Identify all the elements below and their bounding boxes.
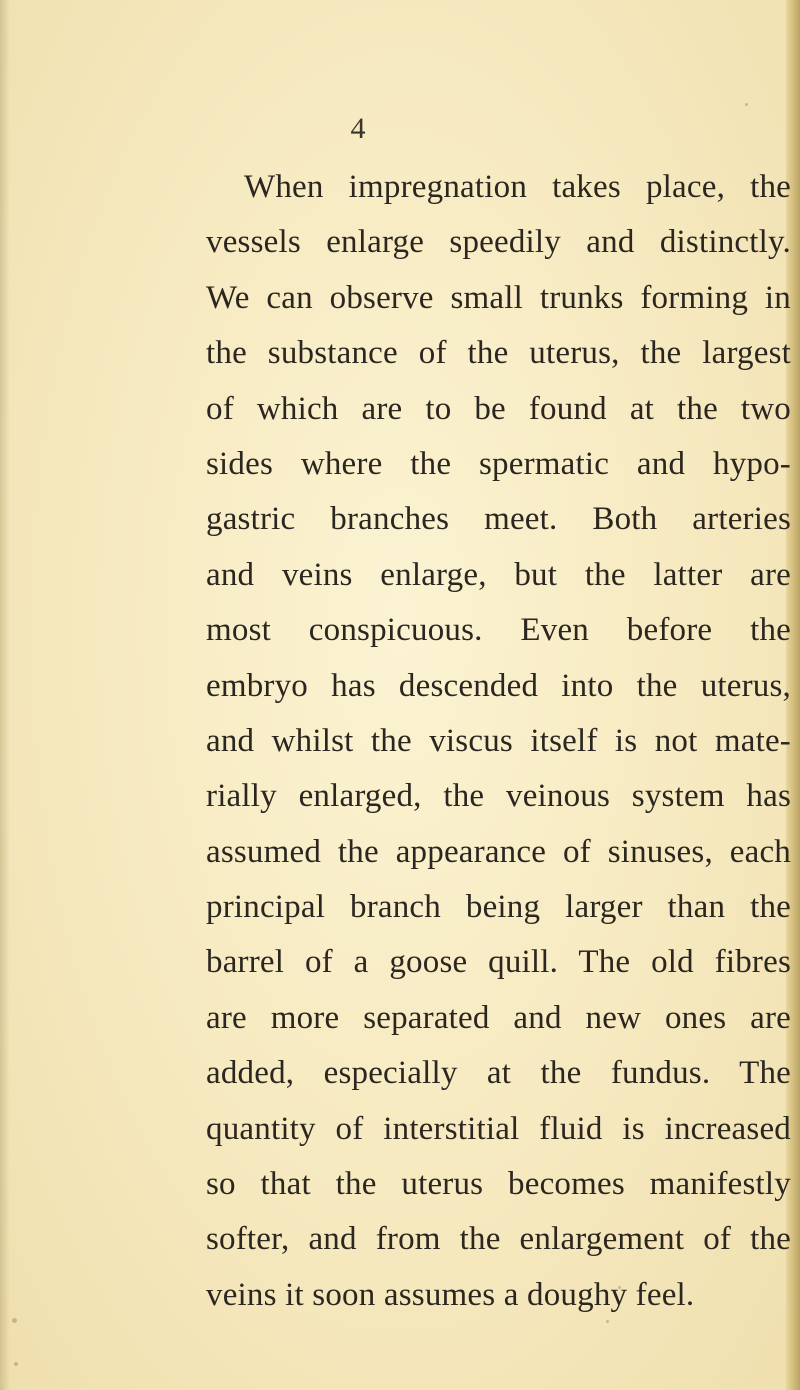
text-line: most conspicuous. Even before the <box>206 612 791 649</box>
page-number: 4 <box>350 112 366 145</box>
text-line: and veins enlarge, but the latter are <box>206 556 791 593</box>
text-line: of which are to be found at the two <box>206 390 791 427</box>
text-line: principal branch being larger than the <box>206 889 791 926</box>
text-line: barrel of a goose quill. The old fibres <box>206 944 791 981</box>
text-line: embryo has descended into the uterus, <box>206 667 791 704</box>
paper-speck <box>618 1286 621 1289</box>
text-line: assumed the appearance of sinuses, each <box>206 833 791 870</box>
text-line: When impregnation takes place, the <box>244 169 791 205</box>
text-line: We can observe small trunks forming in <box>206 279 791 316</box>
page-gutter-shadow <box>0 0 10 1390</box>
text-line: veins it soon assumes a doughy feel. <box>206 1276 695 1313</box>
text-line: sides where the spermatic and hypo- <box>206 445 791 482</box>
text-line: are more separated and new ones are <box>206 999 791 1036</box>
paper-speck <box>606 1320 609 1323</box>
text-line: softer, and from the enlargement of the <box>206 1221 791 1258</box>
text-line: vessels enlarge speedily and distinctly. <box>206 224 791 261</box>
paper-speck <box>12 1318 17 1323</box>
text-line: the substance of the uterus, the largest <box>206 335 791 372</box>
text-line: gastric branches meet. Both arteries <box>206 501 791 538</box>
paper-speck <box>14 1362 18 1366</box>
body-text <box>206 160 791 1323</box>
text-line: rially enlarged, the veinous system has <box>206 778 791 815</box>
text-line: and whilst the viscus itself is not mate- <box>206 722 791 759</box>
text-line: so that the uterus becomes manifestly <box>206 1166 791 1203</box>
text-line: quantity of interstitial fluid is increased <box>206 1110 791 1147</box>
paper-speck <box>745 103 748 106</box>
text-line: added, especially at the fundus. The <box>206 1055 791 1092</box>
